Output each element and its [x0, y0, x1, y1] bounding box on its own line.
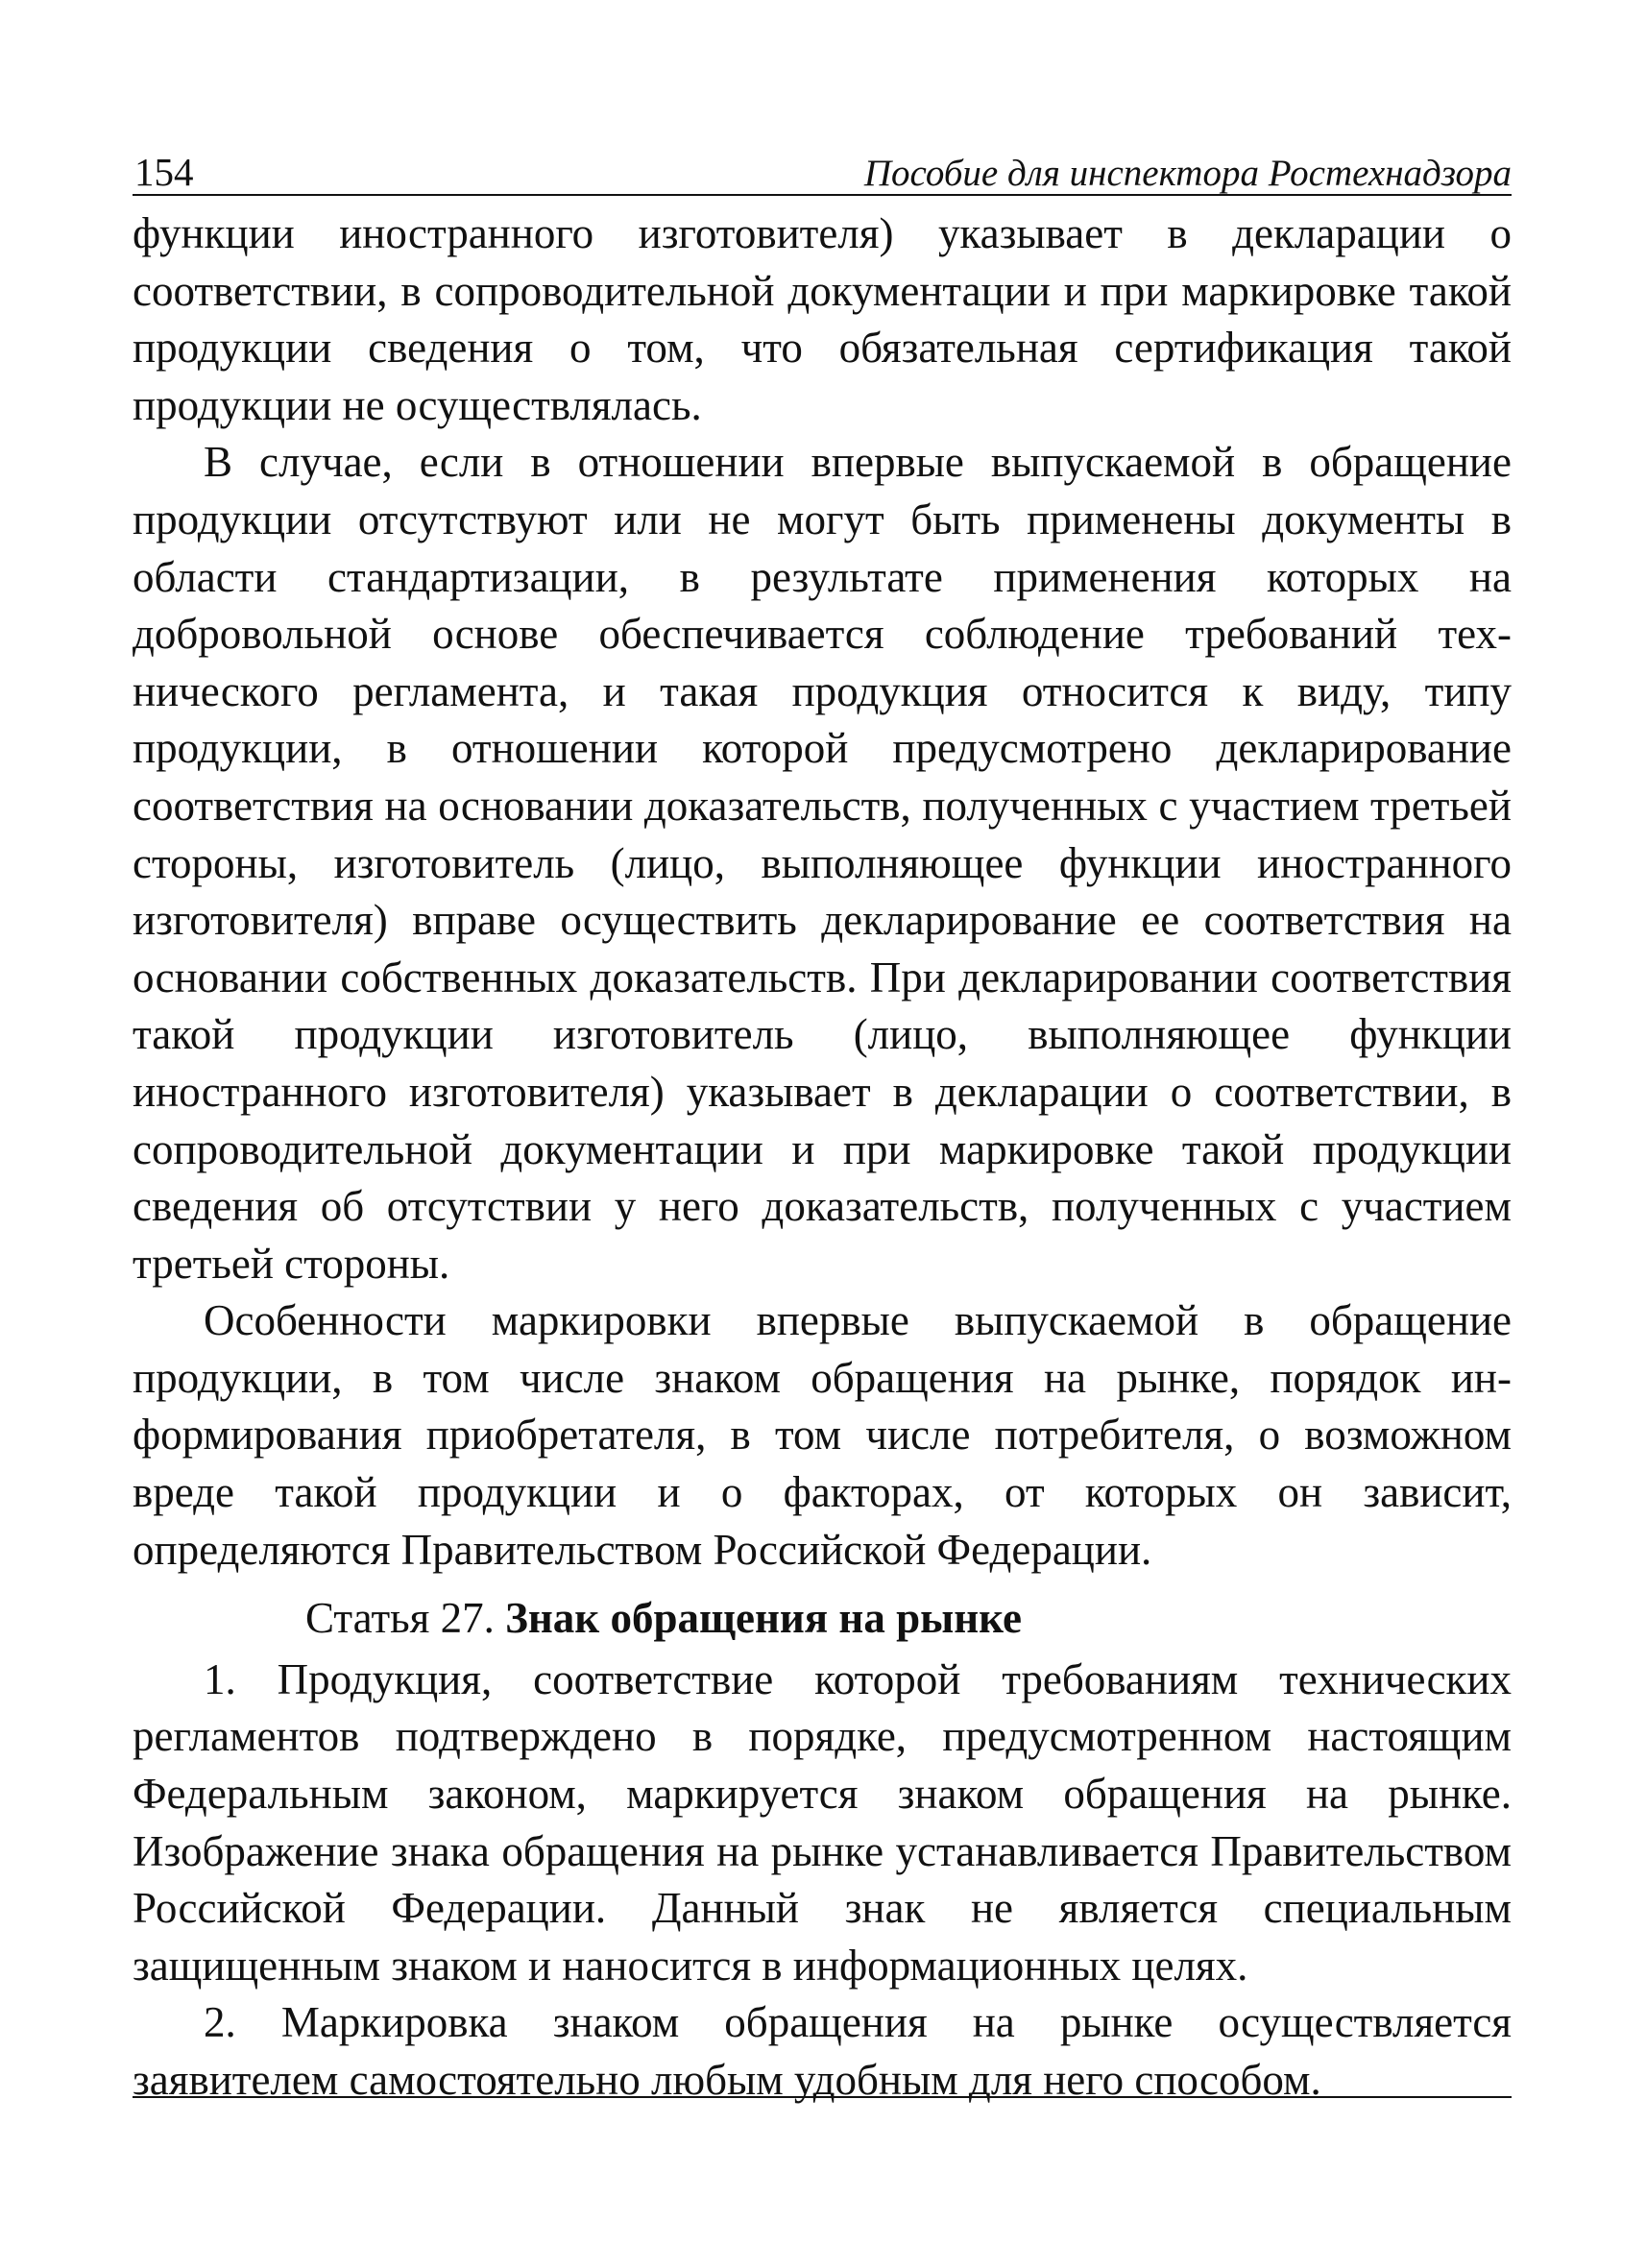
page-number: 154 — [134, 150, 194, 194]
article-clause: 1. Продукция, соответствие которой требованиям технических регламентов подтверждено в порядке, предусмотренном настоящим Федеральным законом, маркируется знаком обращения на рынке. Изображение знака обращения на рынке устанавливается Правительством Российской Федерации. Данный знак не является специальным защищенным знаком и наносится в информационных целях. — [133, 1654, 1512, 1990]
paragraph: В случае, если в отношении впервые выпускаемой в обращение продукции отсутствуют или не могут быть применены документы в области стандартизации, в результате применения которых на добровольной основе обеспечивается соблюдение требований технического регламента, и такая продукция относится к виду, типу продукции, в отношении которой предусмотрено декларирование соответствия на основании доказательств, полученных с участием третьей стороны, изготовитель (лицо, выполняющее функции иностранного изготовителя) вправе осуществить декларирование ее соответствия на основании собственных доказательств. При декларировании соответствия такой продукции изготовитель (лицо, выполняющее функции иностранного изготовителя) указывает в декларации о соответствии, в сопроводительной документации и при маркировке такой продукции сведения об отсутствии у него доказательств, полученных с участием третьей стороны. — [133, 438, 1512, 1288]
running-title: Пособие для инспектора Ростехнадзора — [863, 153, 1512, 194]
body-text — [133, 205, 1512, 2110]
article-clause: 2. Маркировка знаком обращения на рынке осуществляется заявителем самостоятельно любым удобным для него способом. — [133, 1998, 1512, 2104]
paragraph: Особенности маркировки впервые выпускаемой в обращение продукции, в том числе знаком обращения на рынке, порядок информирования приобретателя, в том числе потребителя, о возможном вреде такой продукции и о факторах, от которых он зависит, определяются Правительством Российской Федерации. — [133, 1296, 1512, 1574]
article-heading — [133, 1590, 1512, 1648]
article-title: Знак обращения на рынке — [505, 1594, 1022, 1643]
paragraph-continuation: функции иностранного изготовителя) указывает в декларации о соответствии, в сопроводительной документации и при маркировке такой продукции сведения о том, что обязательная сертификация такой продукции не осуществлялась. — [133, 209, 1512, 429]
article-label: Статья 27. — [305, 1594, 495, 1643]
running-header — [133, 134, 1512, 196]
footer-rule — [133, 2096, 1512, 2098]
book-page — [133, 134, 1512, 2110]
